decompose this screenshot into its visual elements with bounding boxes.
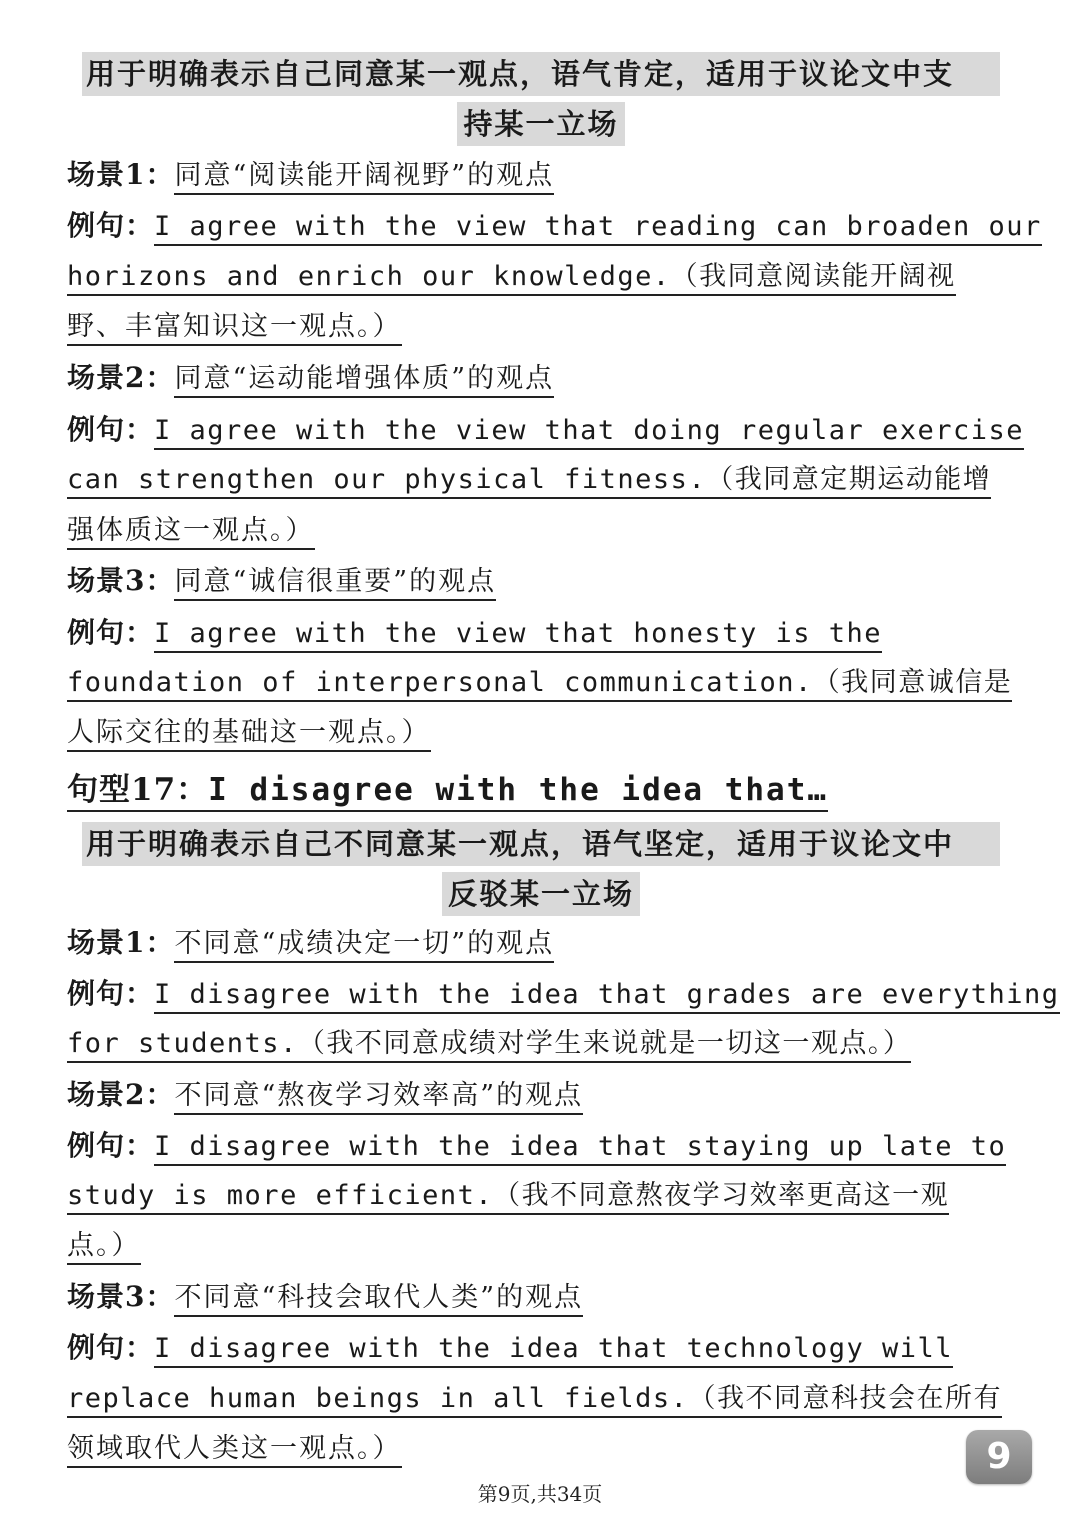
pattern-label: 句型17：	[67, 772, 209, 808]
example-sentence-line: can strengthen our physical fitness.（我同意定期运动能增	[67, 464, 991, 499]
example-row	[67, 255, 956, 305]
example-sentence-line: study is more efficient.（我不同意熬夜学习效率更高这一观	[67, 1180, 949, 1215]
scene-row	[67, 356, 554, 406]
example-sentence-line: for students.（我不同意成绩对学生来说就是一切这一观点。）	[67, 1028, 911, 1063]
scene-topic: 同意“诚信很重要”的观点	[174, 566, 496, 601]
example-sentence-line: 人际交往的基础这一观点。）	[67, 717, 431, 752]
example-row	[67, 204, 1042, 254]
scene-label: 场景3：	[67, 564, 175, 597]
section2-description-line1: 用于明确表示自己不同意某一观点，语气坚定，适用于议论文中	[82, 822, 1000, 866]
scene-row	[67, 153, 554, 203]
scene-label: 场景1：	[67, 158, 175, 191]
example-row	[67, 1174, 949, 1224]
example-label: 例句：	[67, 209, 155, 242]
example-sentence-line: 领域取代人类这一观点。）	[67, 1433, 402, 1468]
sentence-pattern-heading	[67, 767, 828, 815]
example-row	[67, 661, 1012, 711]
example-row	[67, 1326, 953, 1376]
example-sentence-line: I disagree with the idea that technology will	[154, 1333, 953, 1368]
scene-topic: 不同意“成绩决定一切”的观点	[174, 928, 554, 963]
page-footer: 第9页,共34页	[477, 1482, 603, 1506]
scene-label: 场景2：	[67, 1078, 175, 1111]
example-row	[67, 458, 991, 508]
example-row	[67, 408, 1024, 458]
example-label: 例句：	[67, 1129, 155, 1162]
example-sentence-line: I disagree with the idea that staying up late to	[154, 1131, 1006, 1166]
section2-description-line2: 反驳某一立场	[442, 872, 640, 916]
example-row	[67, 1224, 141, 1274]
example-sentence-line: replace human beings in all fields.（我不同意科技会在所有	[67, 1383, 1002, 1418]
example-label: 例句：	[67, 616, 155, 649]
scene-row	[67, 1073, 583, 1123]
section1-description	[82, 52, 1000, 152]
scene-label: 场景2：	[67, 361, 175, 394]
scene-label: 场景3：	[67, 1280, 175, 1313]
example-sentence-line: 强体质这一观点。）	[67, 515, 315, 550]
scene-row	[67, 559, 496, 609]
example-row	[67, 509, 315, 559]
pattern-text: I disagree with the idea that…	[208, 772, 829, 808]
example-sentence-line: I agree with the view that reading can broaden our	[154, 211, 1042, 246]
example-label: 例句：	[67, 413, 155, 446]
example-label: 例句：	[67, 1331, 155, 1364]
example-row	[67, 305, 402, 355]
example-row	[67, 1427, 402, 1477]
scene-row	[67, 921, 554, 971]
example-row	[67, 1022, 911, 1072]
scene-topic: 同意“阅读能开阔视野”的观点	[174, 160, 554, 195]
scene-topic: 不同意“熬夜学习效率高”的观点	[174, 1080, 583, 1115]
section2-description	[82, 822, 1000, 922]
example-sentence-line: foundation of interpersonal communication.（我同意诚信是	[67, 667, 1012, 702]
example-sentence-line: 点。）	[67, 1230, 141, 1265]
example-row	[67, 972, 1060, 1022]
section1-description-line2: 持某一立场	[457, 102, 624, 146]
example-sentence-line: I agree with the view that honesty is the	[154, 618, 882, 653]
scene-topic: 不同意“科技会取代人类”的观点	[174, 1282, 583, 1317]
example-row	[67, 611, 882, 661]
example-row	[67, 1377, 1002, 1427]
scene-topic: 同意“运动能增强体质”的观点	[174, 363, 554, 398]
scene-row	[67, 1275, 583, 1325]
page-number-badge: 9	[966, 1430, 1032, 1484]
example-row	[67, 711, 431, 761]
example-sentence-line: I agree with the view that doing regular exercise	[154, 415, 1024, 450]
scene-label: 场景1：	[67, 926, 175, 959]
example-label: 例句：	[67, 977, 155, 1010]
example-row	[67, 1124, 1006, 1174]
example-sentence-line: 野、丰富知识这一观点。）	[67, 311, 402, 346]
section1-description-line1: 用于明确表示自己同意某一观点，语气肯定，适用于议论文中支	[82, 52, 1000, 96]
example-sentence-line: I disagree with the idea that grades are everything	[154, 979, 1060, 1014]
example-sentence-line: horizons and enrich our knowledge.（我同意阅读能开阔视	[67, 261, 956, 296]
